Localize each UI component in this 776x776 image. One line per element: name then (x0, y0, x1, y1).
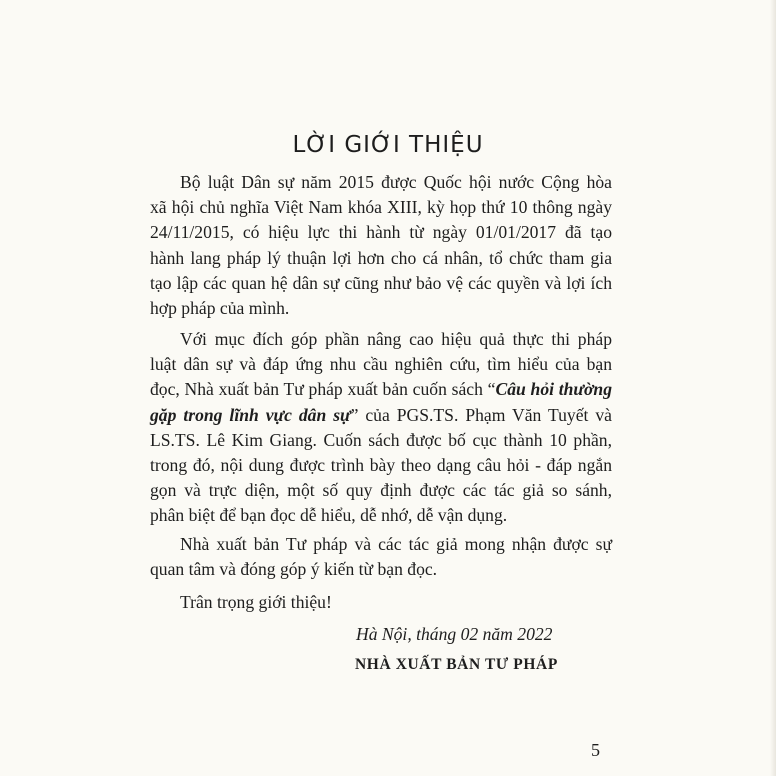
paragraph-thanks (150, 532, 612, 582)
text-line: Nhà xuất bản Tư pháp và các tác giả mong nhận được sự (180, 534, 612, 554)
text-line: luật dân sự và đáp ứng nhu cầu nghiên cứu, tìm hiểu của bạn (150, 354, 612, 375)
page-number: 5 (591, 740, 600, 760)
book-title-part-1: Câu hỏi thường (495, 379, 612, 400)
text-line: 24/11/2015, có hiệu lực thi hành từ ngày 01/01/2017 đã tạo (150, 222, 612, 243)
text-line: Trân trọng giới thiệu! (180, 592, 332, 612)
text-line: hành lang pháp lý thuận lợi hơn cho cá nhân, tổ chức tham gia (150, 247, 612, 268)
text-segment: đọc, Nhà xuất bản Tư pháp xuất bản cuốn sách “ (150, 379, 496, 400)
closing-line (150, 590, 612, 615)
paragraph-purpose (150, 327, 612, 529)
page-edge-shadow (770, 0, 776, 776)
text-line (150, 403, 612, 428)
text-line: Với mục đích góp phần nâng cao hiệu quả thực thi pháp (180, 329, 612, 349)
text-line (150, 377, 612, 402)
page-title: LỜI GIỚI THIỆU (292, 132, 484, 158)
text-line: trong đó, nội dung được trình bày theo dạng câu hỏi - đáp ngắn (150, 455, 612, 476)
text-line: hợp pháp của mình. (150, 298, 290, 319)
text-line: gọn và trực diện, một số quy định được các tác giả so sánh, (150, 480, 612, 501)
text-line: phân biệt để bạn đọc dễ hiểu, dễ nhớ, dễ vận dụng. (150, 505, 508, 526)
text-line: Bộ luật Dân sự năm 2015 được Quốc hội nước Cộng hòa (180, 172, 612, 192)
text-line: xã hội chủ nghĩa Việt Nam khóa XIII, kỳ họp thứ 10 thông ngày (150, 197, 612, 218)
text-line: quan tâm và đóng góp ý kiến từ bạn đọc. (150, 559, 438, 580)
text-line: LS.TS. Lê Kim Giang. Cuốn sách được bố cục thành 10 phần, (150, 429, 612, 450)
text-segment: ” của PGS.TS. Phạm Văn Tuyết và (350, 404, 612, 425)
publisher-signature: NHÀ XUẤT BẢN TƯ PHÁP (355, 656, 558, 673)
text-line: tạo lập các quan hệ dân sự cũng như bảo vệ các quyền và lợi ích (150, 272, 612, 293)
paragraph-intro (150, 170, 612, 321)
book-title-part-2: gặp trong lĩnh vực dân sự (150, 404, 351, 425)
place-date: Hà Nội, tháng 02 năm 2022 (356, 624, 553, 644)
